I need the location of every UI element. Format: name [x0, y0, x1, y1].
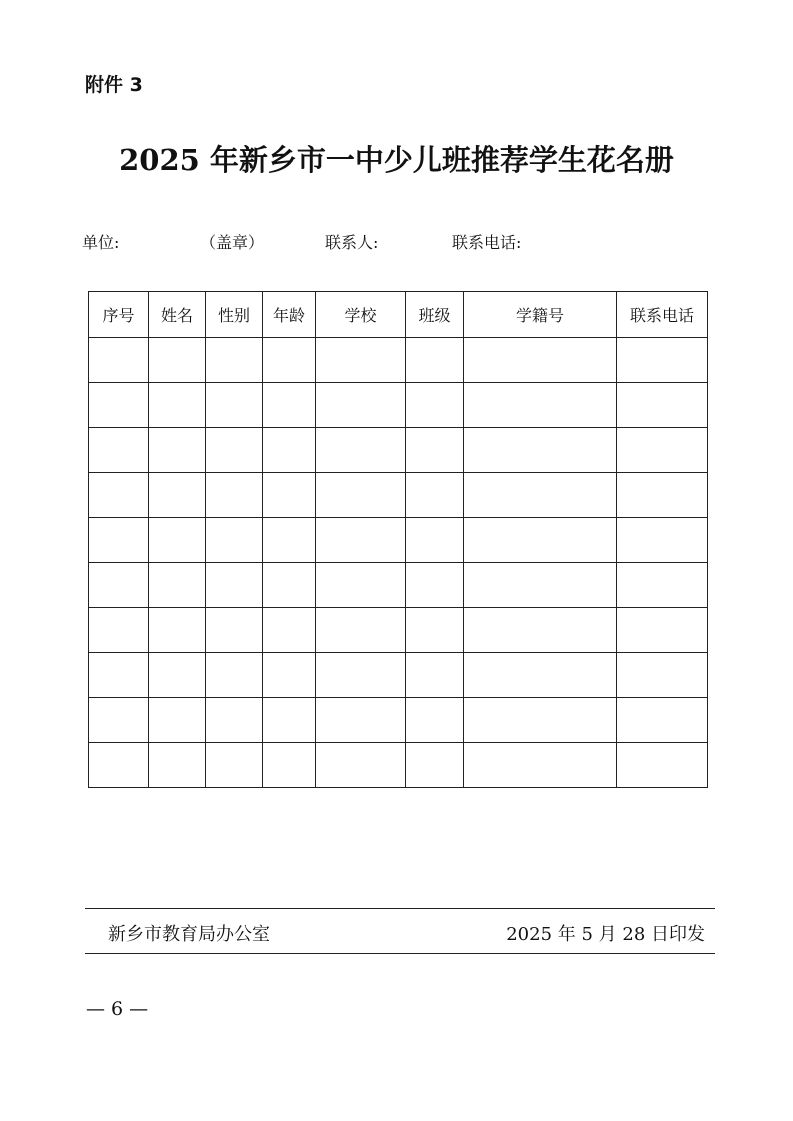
student-roster-table	[88, 291, 708, 788]
table-body	[89, 338, 708, 788]
table-cell	[617, 608, 708, 653]
table-cell	[464, 653, 617, 698]
table-cell	[617, 563, 708, 608]
table-cell	[406, 698, 464, 743]
table-cell	[263, 383, 316, 428]
table-cell	[149, 698, 206, 743]
table-row	[89, 518, 708, 563]
table-cell	[406, 383, 464, 428]
table-cell	[617, 338, 708, 383]
table-cell	[149, 653, 206, 698]
table-cell	[89, 563, 149, 608]
column-header-gender: 性别	[206, 292, 263, 338]
table-cell	[316, 563, 406, 608]
seal-label: （盖章）	[200, 233, 265, 252]
table-cell	[464, 743, 617, 788]
table-cell	[316, 383, 406, 428]
column-header-phone: 联系电话	[617, 292, 708, 338]
table-cell	[464, 518, 617, 563]
table-header-row	[89, 292, 708, 338]
table-cell	[206, 338, 263, 383]
table-cell	[263, 608, 316, 653]
table-cell	[464, 338, 617, 383]
table-cell	[149, 473, 206, 518]
table-row	[89, 608, 708, 653]
page-number: — 6 —	[86, 998, 149, 1020]
table-cell	[206, 473, 263, 518]
table-cell	[617, 743, 708, 788]
table-cell	[206, 428, 263, 473]
table-cell	[263, 653, 316, 698]
column-header-school: 学校	[316, 292, 406, 338]
table-row	[89, 383, 708, 428]
table-cell	[263, 338, 316, 383]
issue-date: 2025 年 5 月 28 日印发	[506, 924, 705, 945]
table-cell	[617, 653, 708, 698]
column-header-class: 班级	[406, 292, 464, 338]
table-cell	[617, 698, 708, 743]
issuer-name: 新乡市教育局办公室	[108, 924, 270, 945]
table-cell	[406, 518, 464, 563]
table-cell	[406, 428, 464, 473]
table-cell	[617, 428, 708, 473]
table-cell	[89, 653, 149, 698]
table-cell	[149, 338, 206, 383]
table-cell	[206, 383, 263, 428]
table-cell	[89, 743, 149, 788]
table-cell	[406, 473, 464, 518]
table-cell	[406, 563, 464, 608]
table-cell	[263, 518, 316, 563]
column-header-serial: 序号	[89, 292, 149, 338]
table-cell	[464, 473, 617, 518]
table-cell	[617, 473, 708, 518]
table-cell	[617, 518, 708, 563]
table-cell	[149, 563, 206, 608]
table-cell	[263, 698, 316, 743]
table-cell	[263, 428, 316, 473]
table-cell	[316, 338, 406, 383]
table-cell	[149, 428, 206, 473]
table-cell	[406, 338, 464, 383]
table-cell	[464, 698, 617, 743]
table-cell	[316, 653, 406, 698]
table-cell	[149, 383, 206, 428]
table-cell	[206, 608, 263, 653]
table-cell	[206, 653, 263, 698]
table-cell	[316, 473, 406, 518]
footer-bottom-rule	[85, 953, 715, 954]
table-cell	[149, 518, 206, 563]
table-cell	[206, 563, 263, 608]
table-cell	[263, 473, 316, 518]
document-title: 2025 年新乡市一中少儿班推荐学生花名册	[119, 143, 674, 177]
table-cell	[316, 518, 406, 563]
table-cell	[89, 428, 149, 473]
table-cell	[406, 653, 464, 698]
table-cell	[149, 608, 206, 653]
column-header-student-id: 学籍号	[464, 292, 617, 338]
table-cell	[316, 743, 406, 788]
table-cell	[89, 338, 149, 383]
column-header-age: 年龄	[263, 292, 316, 338]
table-cell	[316, 428, 406, 473]
table-cell	[89, 383, 149, 428]
table-cell	[316, 608, 406, 653]
attachment-label: 附件 3	[85, 74, 143, 96]
table-cell	[89, 518, 149, 563]
table-row	[89, 653, 708, 698]
table-cell	[149, 743, 206, 788]
table-cell	[206, 743, 263, 788]
table-cell	[206, 698, 263, 743]
unit-label: 单位:	[82, 233, 120, 252]
table-cell	[316, 698, 406, 743]
table-row	[89, 698, 708, 743]
column-header-name: 姓名	[149, 292, 206, 338]
table-cell	[206, 518, 263, 563]
contact-phone-label: 联系电话:	[452, 233, 522, 252]
table-row	[89, 338, 708, 383]
contact-person-label: 联系人:	[325, 233, 379, 252]
table-cell	[263, 743, 316, 788]
table-cell	[406, 608, 464, 653]
table-cell	[263, 563, 316, 608]
table-cell	[406, 743, 464, 788]
table-cell	[464, 563, 617, 608]
table-row	[89, 428, 708, 473]
table-cell	[89, 608, 149, 653]
table-row	[89, 563, 708, 608]
table-cell	[617, 383, 708, 428]
table-cell	[89, 473, 149, 518]
footer-top-rule	[85, 908, 715, 909]
table-cell	[464, 608, 617, 653]
table-cell	[89, 698, 149, 743]
table-row	[89, 473, 708, 518]
table-cell	[464, 428, 617, 473]
table-cell	[464, 383, 617, 428]
table-row	[89, 743, 708, 788]
